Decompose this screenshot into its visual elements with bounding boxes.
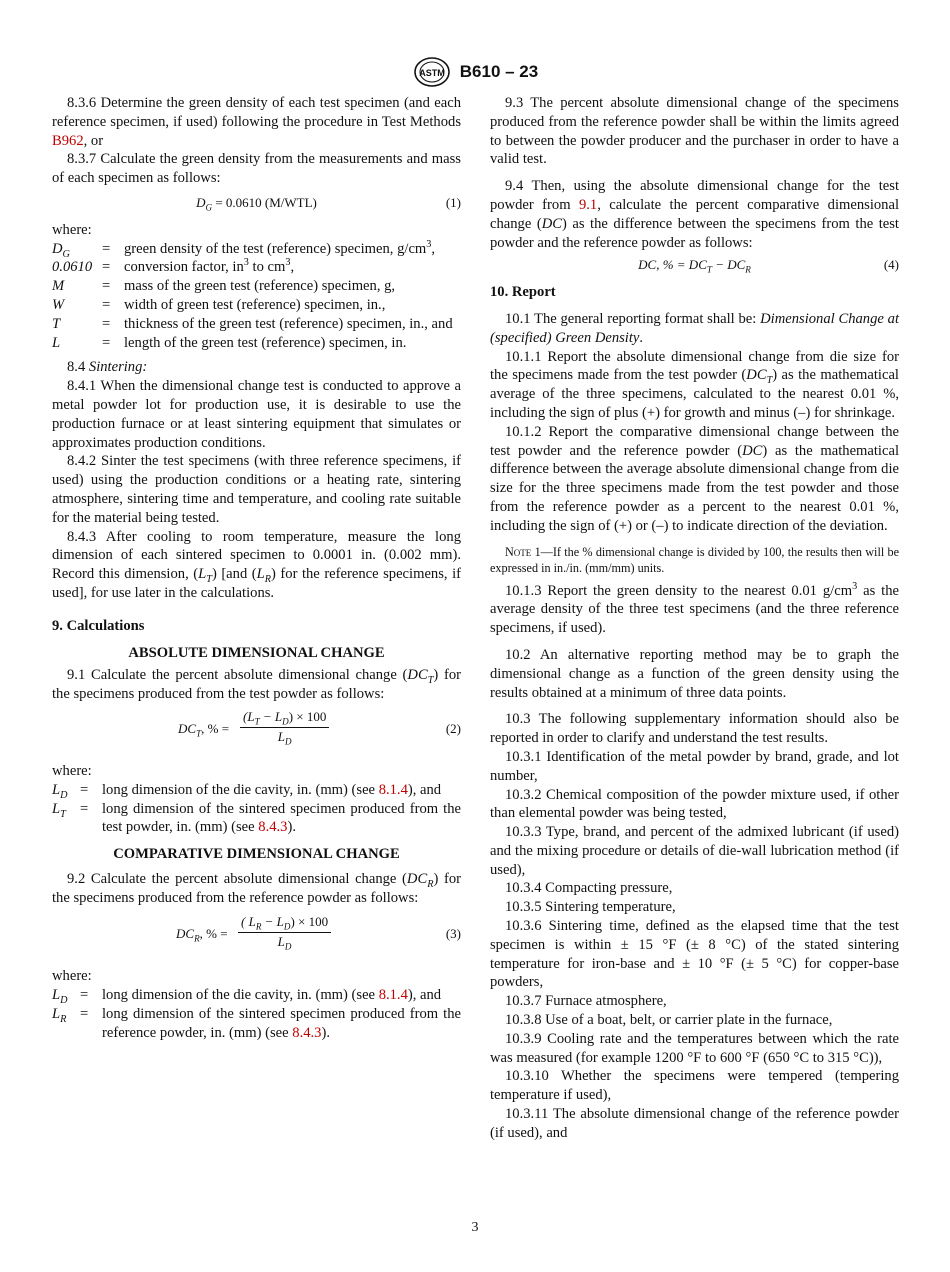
para-10-1-2: 10.1.2 Report the comparative dimensional change between the test powder and the reference powder (DC) as the mathematical difference between the average absolute dimensional change from die size for the three specimens made from the test powder and those from the reference powder as a percent to the nearest 0.01 %, including the sign of (+) or (–) to indicate direction of the deviation. [490,423,900,534]
para-10-3-11: 10.3.11 The absolute dimensional change of the reference powder (if used), and [490,1106,899,1141]
para-8-3-6: 8.3.6 Determine the green density of each test specimen (and each reference specimen, if used) following the procedure in Test Methods B962, or [52,95,461,149]
link-8-1-4[interactable]: 8.1.4 [378,987,408,1004]
def-row: M = mass of the green test (reference) specimen, g, [52,278,396,295]
document-designation: B610 – 23 [459,62,539,81]
para-9-3: 9.3 The percent absolute dimensional change of the specimens produced from the reference powder shall be within the limits agreed to between the powder producer and the purchaser in order to have a valid test. [490,95,899,168]
definitions-eq1 [52,240,461,353]
link-8-1-4[interactable]: 8.1.4 [378,781,408,798]
equation-number: (2) [445,720,461,736]
para-10-1: 10.1 The general reporting format shall be: Dimensional Change at (specified) Green Density. [490,310,899,346]
comparative-dimensional-change-heading: COMPARATIVE DIMENSIONAL CHANGE [113,846,400,863]
para-10-3-2: 10.3.2 Chemical composition of the powder mixture used, if other than elemental powder was being tested, [490,786,899,822]
page-number: 3 [471,1220,479,1235]
section-9-heading: 9. Calculations [52,617,145,634]
right-column [490,94,899,1143]
para-10-3-10: 10.3.10 Whether the specimens were tempered (tempering temperature if used), [490,1068,899,1104]
para-10-3-9: 10.3.9 Cooling rate and the temperatures between which the rate was measured (for example 1200 °F to 600 °F (650 °C to 315 °C)), [490,1030,899,1066]
link-8-4-3[interactable]: 8.4.3 [258,819,288,836]
def-row: $L_T$ = long dimension of the sintered specimen produced from the test powder, in. (mm) (see 8.4.3). [52,800,461,836]
para-10-3-5: 10.3.5 Sintering temperature, [505,899,676,916]
para-8-4: 8.4 Sintering: [67,359,148,376]
para-10-1-1: 10.1.1 Report the absolute dimensional change from die size for the specimens made from the test powder $(DC_T)$ as the mathematical average of the three specimens, calculated to the nearest 0.01 %, including the sign of plus (+) for growth and minus (–) for shrinkage. [490,348,899,421]
equation-1: $D_G = 0.0610$ (M/WTL) (1) [196,194,461,213]
para-8-4-1: 8.4.1 When the dimensional change test is conducted to approve a metal powder lot for production use, it is desirable to use the production furnace or at least sintering equipment that simulates or approximates production conditions. [52,378,461,451]
definitions-eq2 [52,781,461,837]
def-row: T = thickness of the green test (reference) specimen, in., and [52,315,453,332]
para-9-2: 9.2 Calculate the percent absolute dimensional change $(DC_R)$ for the specimens produced from the reference powder as follows: [52,870,461,906]
astm-logo-text: ASTM [419,68,445,78]
para-10-3-4: 10.3.4 Compacting pressure, [505,880,673,897]
equation-number: (4) [883,257,899,273]
para-10-2: 10.2 An alternative reporting method may be to graph the dimensional change as a function of the green density using the results obtained at a minimum of three data points. [490,646,899,701]
para-10-3: 10.3 The following supplementary information should also be reported in order to clarify and understand the test results. [490,711,899,747]
definitions-eq3 [52,986,461,1042]
para-8-4-2: 8.4.2 Sinter the test specimens (with three reference specimens, if used) using the production conditions or a heating rate, sintering atmosphere, sintering time and temperature, and cooling rate suitable for the material being tested. [52,453,461,526]
para-10-3-3: 10.3.3 Type, brand, and percent of the admixed lubricant (if used) and the mixing procedure or details of die-wall lubrication method (if used), [490,824,899,878]
section-10-heading: 10. Report [490,284,556,301]
link-b962[interactable]: B962 [52,132,84,149]
link-9-1[interactable]: 9.1 [578,196,598,213]
para-10-1-3: 10.1.3 Report the green density to the nearest 0.01 $g/cm^3$ as the average density of the three test specimens (and the three reference specimens, if used). [490,580,899,637]
def-row: 0.0610 = conversion factor, $in^3$ to $cm^3$, [52,257,295,276]
where-label: where: [52,968,92,985]
link-8-4-3[interactable]: 8.4.3 [292,1024,322,1041]
def-row: $L_D$ = long dimension of the die cavity, in. (mm) (see 8.1.4), and [52,987,442,1007]
note-1: Note 1—If the % dimensional change is divided by 100, the results then will be expressed in in./in. (mm/mm) units. [490,544,899,575]
para-8-4-3: 8.4.3 After cooling to room temperature, measure the long dimension of each sintered specimen to 0.0001 in. (0.002 mm). Record this dimension, $(L_T)$ [and $(L_R)$ for the reference specimens, if used], for use later in the calculations. [52,528,461,601]
def-row: $L_R$ = long dimension of the sintered specimen produced from the reference powder, in. (mm) (see 8.4.3). [52,1006,461,1041]
equation-3: $DC_R$, % = $\frac{( L_R - L_D) \times 100}{L_D}$ (3) [176,914,461,952]
page-header [0,56,950,88]
para-9-1: 9.1 Calculate the percent absolute dimensional change $(DC_T)$ for the specimens produced from the test powder as follows: [52,667,462,703]
equation-number: (1) [445,194,461,210]
absolute-dimensional-change-heading: ABSOLUTE DIMENSIONAL CHANGE [128,644,385,661]
where-label: where: [52,762,92,779]
para-10-3-6: 10.3.6 Sintering time, defined as the elapsed time that the test specimen is within ± 15 °F (± 8 °C) of the stated sintering temperature for iron-base and ± 10 °F (± 5 °C) for copper-base powders, [490,918,899,991]
para-9-4: 9.4 Then, using the absolute dimensional change for the test powder from 9.1, calculate the percent comparative dimensional change (DC) as the difference between the specimens from the test powder and the reference powder as follows: [490,178,900,251]
def-row: W = width of green test (reference) specimen, in., [52,296,386,313]
equation-2: $DC_T$, % = $\frac{(L_T - L_D) \times 100}{L_D}$ (2) [178,708,461,747]
astm-logo-icon [412,56,452,88]
equation-number: (3) [445,926,461,942]
equation-4: DC, % = $DC_T - DC_R$ (4) [638,257,899,275]
para-10-3-1: 10.3.1 Identification of the metal powder by brand, grade, and lot number, [490,748,899,784]
left-column [52,94,461,1043]
def-row: L = length of the green test (reference) specimen, in. [52,334,407,351]
para-8-3-7: 8.3.7 Calculate the green density from the measurements and mass of each specimen as follows: [52,151,461,187]
def-row: $D_G$ = green density of the test (reference) specimen, $g/cm^3$, [52,238,436,260]
para-10-3-8: 10.3.8 Use of a boat, belt, or carrier plate in the furnace, [505,1012,833,1029]
where-label: where: [52,221,92,238]
para-10-3-7: 10.3.7 Furnace atmosphere, [505,993,667,1010]
def-row: $L_D$ = long dimension of the die cavity, in. (mm) (see 8.1.4), and [52,781,442,801]
